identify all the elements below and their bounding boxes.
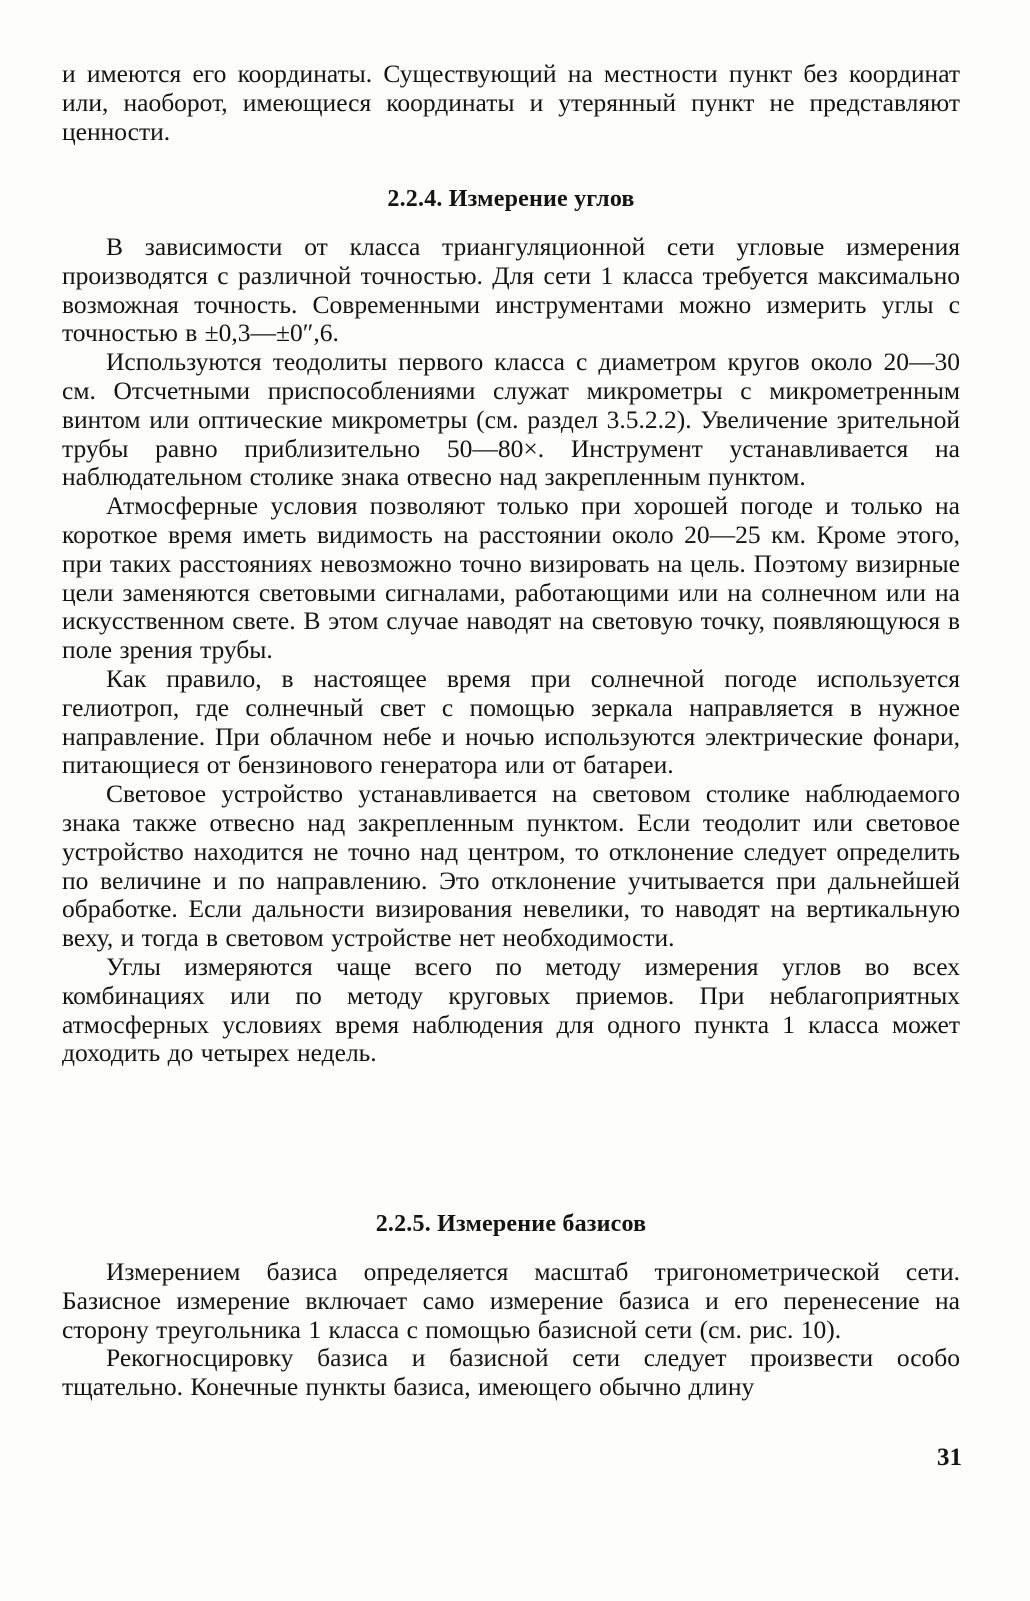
intro-paragraph: и имеются его координаты. Существующий на местности пункт без координат или, наоборот, имеющиеся координаты и утерянный пункт не представляют ценности. <box>62 59 960 146</box>
paragraph: Измерением базиса определяется масштаб тригонометрической сети. Базисное измерение включает само измерение базиса и его перенесение на сторону треугольника 1 класса с помощью базисной сети (см. рис. 10). <box>62 1257 960 1344</box>
section-heading-angles: 2.2.4. Измерение углов <box>387 186 635 212</box>
intro-block <box>62 60 960 146</box>
paragraph: Световое устройство устанавливается на световом столике наблюдаемого знака также отвесно над закрепленным пунктом. Если теодолит или световое устройство находится не точно над центром, то отклонение следует определить по величине и по направлению. Это отклонение учитывается при дальнейшей обработке. Если дальности визирования невелики, то наводят на вертикальную веху, и тогда в световом устройстве нет необходимости. <box>62 779 960 953</box>
paragraph: Углы измеряются чаще всего по методу измерения углов во всех комбинациях или по методу круговых приемов. При неблагоприятных атмосферных условиях время наблюдения для одного пункта 1 класса может доходить до четырех недель. <box>62 951 960 1068</box>
paragraph: Атмосферные условия позволяют только при хорошей погоде и только на короткое время иметь видимость на расстоянии около 20—25 км. Кроме этого, при таких расстояниях невозможно точно визировать на цель. Поэтому визирные цели заменяются световыми сигналами, работающими или на солнечном или на искусственном свете. В этом случае наводят на световую точку, появляющуюся в поле зрения трубы. <box>62 491 960 665</box>
paragraph: Используются теодолиты первого класса с диаметром кругов около 20—30 см. Отсчетными приспособлениями служат микрометры с микрометренным винтом или оптические микрометры (см. раздел 3.5.2.2). Увеличение зрительной трубы равно приблизительно 50—80×. Инструмент устанавливается на наблюдательном столике знака отвесно над закрепленным пунктом. <box>62 347 960 492</box>
section-heading-baselines: 2.2.5. Измерение базисов <box>375 1211 647 1237</box>
section-baselines-body <box>62 1258 960 1402</box>
page-number: 31 <box>937 1444 962 1471</box>
section-angles-body <box>62 233 960 1068</box>
paragraph: Рекогносцировку базиса и базисной сети следует произвести особо тщательно. Конечные пункты базиса, имеющего обычно длину <box>62 1343 960 1402</box>
paragraph: Как правило, в настоящее время при солнечной погоде используется гелиотроп, где солнечный свет с помощью зеркала направляется в нужное направление. При облачном небе и ночью используются электрические фонари, питающиеся от бензинового генератора или от батареи. <box>62 663 960 780</box>
paragraph: В зависимости от класса триангуляционной сети угловые измерения производятся с различной точностью. Для сети 1 класса требуется максимально возможная точность. Современными инструментами можно измерить углы с точностью в ±0,3—±0″,6. <box>62 232 960 348</box>
